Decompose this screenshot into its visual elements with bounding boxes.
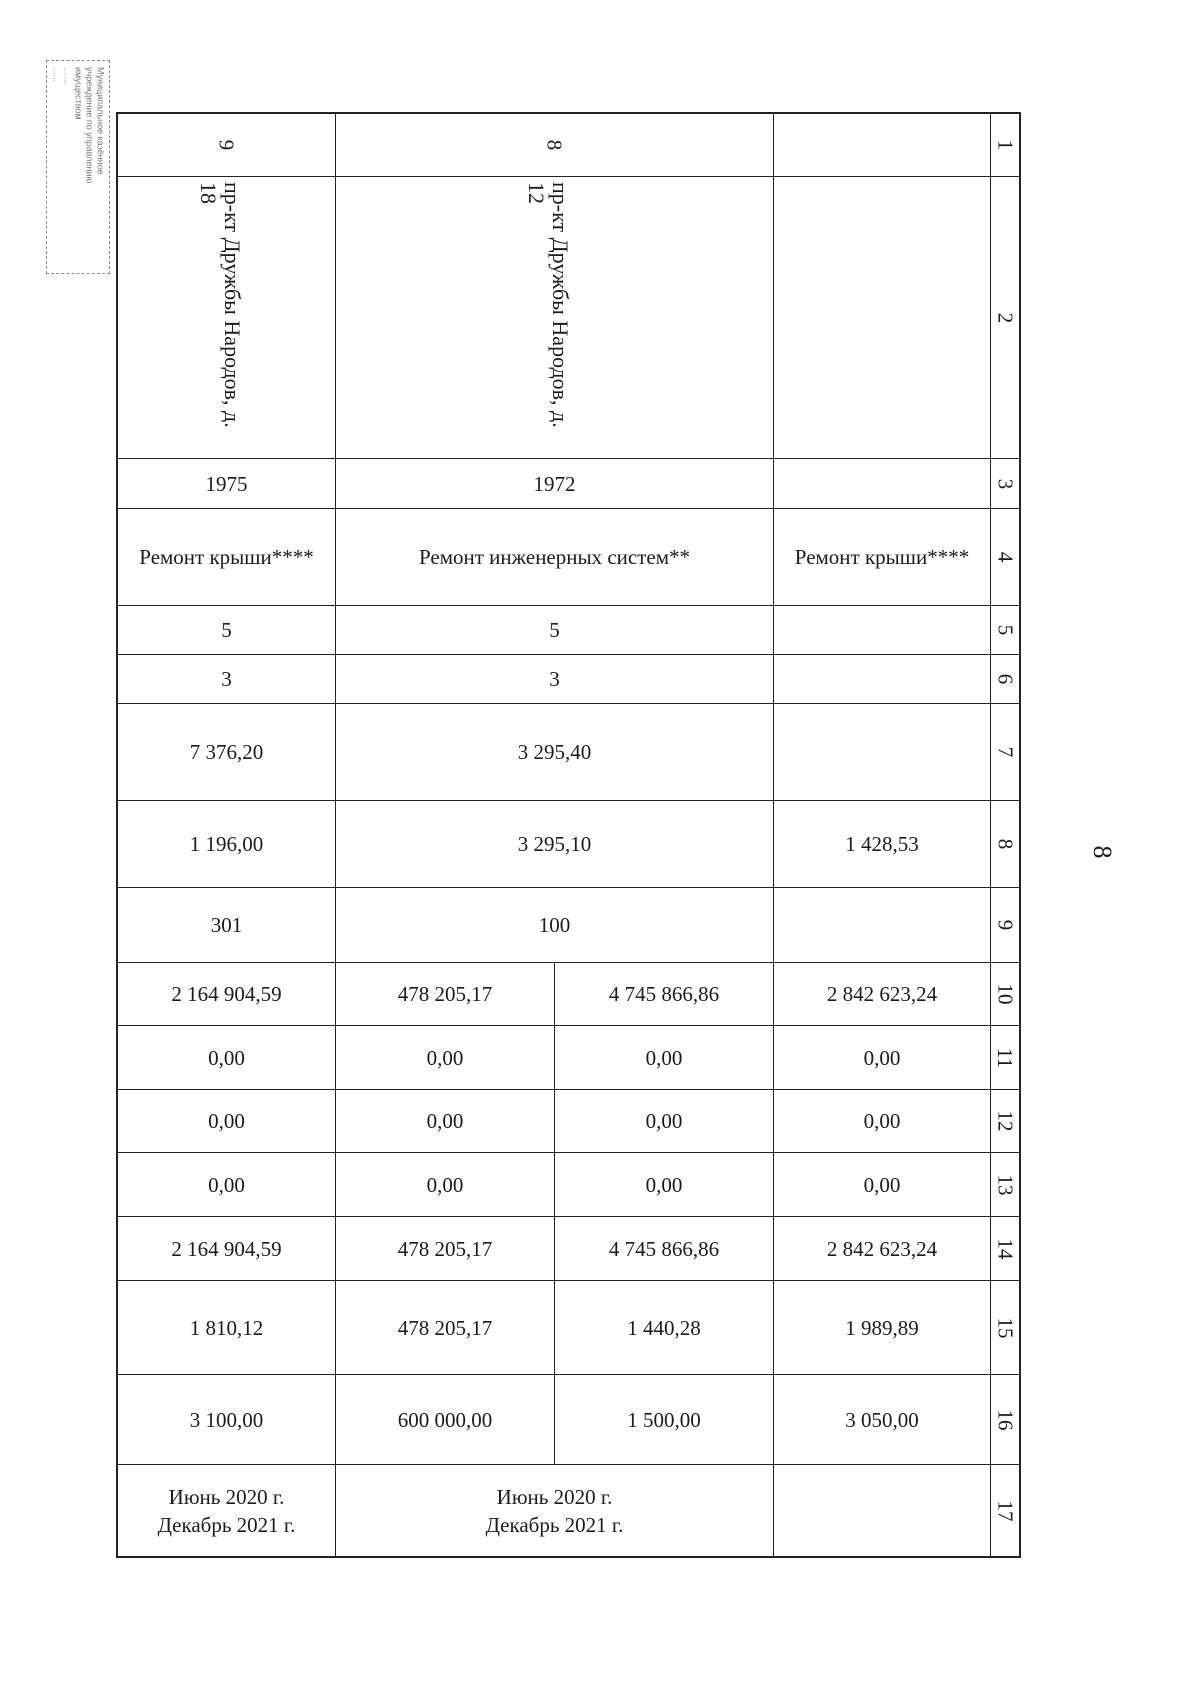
table-cell: 100	[538, 913, 571, 937]
build-year: 1975	[205, 471, 248, 496]
column-number: 4	[993, 551, 1017, 563]
table-cell: 478 205,17	[397, 1236, 493, 1261]
column-number: 6	[993, 673, 1017, 685]
address	[774, 177, 990, 458]
column-number: 3	[993, 478, 1017, 489]
item-number	[774, 114, 990, 176]
work-type: Ремонт крыши****	[794, 545, 970, 569]
table-cell: 2 164 904,59	[171, 982, 282, 1006]
table-cell: 2 164 904,59	[171, 1236, 282, 1261]
table-cell: 1 440,28	[627, 1315, 701, 1340]
table-cell: 600 000,00	[397, 1407, 493, 1432]
column-number: 12	[993, 1110, 1017, 1132]
table-cell: 3 295,40	[517, 740, 592, 764]
table-cell: 3 100,00	[189, 1407, 264, 1432]
table-cell: 1 810,12	[189, 1315, 264, 1340]
table-cell: 1 196,00	[189, 832, 264, 856]
build-year: 1972	[533, 471, 576, 496]
column-number: 11	[992, 1047, 1017, 1068]
table-cell: 4 745 866,86	[608, 1236, 720, 1261]
table-cell: 0,00	[645, 1109, 683, 1133]
table-cell: 0,00	[645, 1045, 683, 1070]
page-number: 8	[1088, 845, 1117, 859]
work-type: Ремонт крыши****	[139, 545, 314, 569]
column-number: 9	[993, 919, 1017, 931]
table-cell: 0,00	[863, 1109, 901, 1133]
column-number: 14	[993, 1238, 1017, 1259]
item-number: 9	[214, 139, 239, 151]
table-cell: 0,00	[208, 1172, 245, 1197]
column-number: 7	[993, 746, 1017, 758]
table-cell: 478 205,17	[397, 982, 493, 1006]
table-cell: 5	[221, 618, 232, 642]
table-cell	[774, 655, 990, 703]
table-cell: 3 050,00	[845, 1407, 919, 1432]
table-cell: 4 745 866,86	[608, 982, 720, 1006]
column-number: 1	[993, 139, 1017, 151]
table-cell: 0,00	[863, 1172, 901, 1197]
table-cell: 0,00	[426, 1109, 464, 1133]
table-cell: 2 842 623,24	[826, 982, 938, 1006]
column-number: 10	[993, 983, 1017, 1005]
table-cell: 0,00	[426, 1045, 464, 1070]
column-number: 17	[993, 1500, 1017, 1521]
table-cell: 0,00	[208, 1045, 245, 1070]
table-cell: 301	[210, 913, 243, 937]
table-cell	[774, 606, 990, 654]
table-cell: 1 428,53	[845, 832, 919, 856]
table-cell: 3	[549, 667, 560, 691]
table-cell	[774, 888, 990, 962]
stamp-text: Муниципальное казённое учреждение по управлению имуществом ....... ......	[51, 67, 106, 184]
table-cell: 5	[549, 618, 560, 642]
column-number: 15	[993, 1317, 1017, 1338]
table-cell: 1 500,00	[627, 1407, 701, 1432]
item-number: 8	[542, 139, 567, 151]
table-cell: 0,00	[645, 1172, 683, 1197]
work-period: Июнь 2020 г. Декабрь 2021 г.	[157, 1484, 296, 1537]
table-cell: 7 376,20	[189, 740, 264, 764]
work-period	[774, 1465, 990, 1556]
address: пр-кт Дружбы Народов, д. 12	[524, 182, 573, 428]
table-cell: 0,00	[863, 1045, 901, 1070]
build-year	[774, 459, 990, 508]
table-cell	[774, 704, 990, 800]
table-cell: 3 295,10	[517, 832, 592, 856]
table-cell: 2 842 623,24	[826, 1236, 938, 1261]
table-cell: 1 989,89	[845, 1315, 919, 1340]
column-number: 2	[993, 312, 1017, 323]
column-number: 16	[993, 1409, 1017, 1430]
table-cell: 3	[221, 667, 232, 691]
registration-stamp	[46, 60, 110, 274]
column-number: 13	[993, 1174, 1017, 1195]
table-cell: 0,00	[208, 1109, 245, 1133]
address: пр-кт Дружбы Народов, д. 18	[196, 182, 245, 428]
column-number: 8	[993, 838, 1017, 850]
work-type: Ремонт инженерных систем**	[418, 545, 691, 569]
table-cell: 478 205,17	[397, 1315, 493, 1340]
work-period: Июнь 2020 г. Декабрь 2021 г.	[485, 1484, 624, 1537]
table-cell: 0,00	[426, 1172, 464, 1197]
column-number: 5	[993, 624, 1017, 636]
